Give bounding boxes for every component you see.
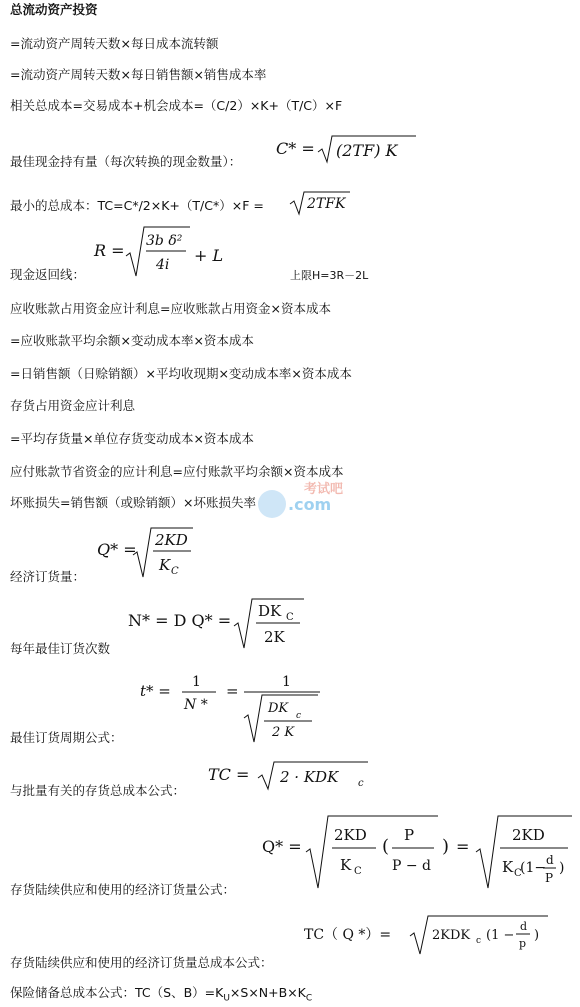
fraction-denominator: K: [502, 858, 514, 876]
watermark-top: 考试吧: [304, 482, 344, 497]
formula-order-cycle: [140, 672, 340, 746]
fraction-denominator: P: [545, 871, 554, 885]
fraction-denominator: K: [159, 556, 171, 574]
formula-tail: (1 −: [486, 928, 515, 943]
formula-lhs: t* =: [140, 682, 171, 700]
formula-lhs: N* = D Q* =: [128, 611, 232, 630]
formula-tc-continuous: [304, 912, 564, 958]
fraction-numerator: DK: [258, 602, 282, 620]
formula-tail: + L: [194, 246, 224, 265]
fraction-denominator: p: [519, 937, 527, 950]
radical-sign: [410, 916, 548, 954]
formula-line: 最佳订货周期公式：: [10, 730, 123, 745]
formula-radicand: 2 · KDK: [280, 768, 339, 786]
watermark-logo: [258, 478, 358, 524]
paren-close: ): [559, 860, 565, 876]
fraction-denominator: N *: [184, 697, 208, 713]
formula-line: 保险储备总成本公式：TC（S、$B)=K_U\times S\times N+B\times K_C$: [10, 985, 313, 1004]
formula-radicand: 2TFK: [307, 196, 346, 212]
formula-line: 现金返回线：: [10, 267, 86, 282]
formula-line: 存货陆续供应和使用的经济订货量总成本公式：: [10, 955, 273, 970]
formula-radicand: 2KDK: [432, 928, 471, 943]
formula-line: 存货占用资金应计利息: [10, 398, 136, 413]
subscript: c: [358, 778, 364, 789]
fraction-numerator: d: [546, 853, 554, 867]
formula-eoq-continuous: [262, 812, 574, 892]
fraction-numerator: 2KD: [155, 531, 188, 549]
fraction-denominator: P − d: [392, 858, 432, 874]
paren-open: (: [382, 836, 390, 857]
formula-line: 最小的总成本：TC=C*/2×K+（T/C*）×F =: [10, 198, 264, 213]
formula-return-line: [94, 224, 244, 280]
paren-close: ): [442, 836, 450, 857]
formula-line: 存货陆续供应和使用的经济订货量公式：: [10, 882, 236, 897]
formula-line: =日销售额（日赊销额）×平均收现期×变动成本率×资本成本: [10, 366, 352, 381]
formula-line: 最佳现金持有量（每次转换的现金数量）：: [10, 154, 242, 169]
formula-line: 与批量有关的存货总成本公式：: [10, 783, 186, 798]
formula-order-count: [128, 596, 318, 652]
formula-eoq: [97, 525, 217, 581]
formula-line: 相关总成本=交易成本+机会成本=（C/2）×K+（T/C）×F: [10, 98, 343, 113]
formula-lhs: TC（ Q *）=: [304, 927, 392, 943]
formula-line: =流动资产周转天数×每日成本流转额: [10, 36, 219, 51]
formula-line: =应收账款平均余额×变动成本率×资本成本: [10, 333, 254, 348]
fraction-numerator: 2KD: [512, 826, 545, 844]
fraction-numerator: 2KD: [334, 826, 367, 844]
formula-line: 每年最佳订货次数: [10, 641, 111, 656]
formula-lhs: R =: [94, 241, 125, 260]
subscript: c: [296, 711, 302, 721]
fraction-denominator: (1−: [520, 860, 547, 876]
globe-icon: [258, 490, 286, 518]
formula-eq: =: [456, 837, 470, 856]
formula-line: 应收账款占用资金应计利息=应收账款占用资金×资本成本: [10, 301, 331, 316]
fraction-denominator: 2K: [264, 628, 285, 646]
fraction-denominator: K: [340, 856, 352, 874]
formula-batch-cost: [208, 760, 378, 792]
formula-tc-min: [290, 190, 360, 216]
formula-line: =平均存货量×单位存货变动成本×资本成本: [10, 431, 254, 446]
fraction-denominator: 2 K: [272, 725, 295, 740]
fraction-numerator: DK: [268, 701, 289, 716]
radical-sign: [306, 816, 438, 888]
fraction-denominator: 4i: [156, 257, 170, 273]
formula-line: 坏账损失=销售额（或赊销额）×坏账损失率: [10, 495, 256, 510]
formula-lhs: TC =: [208, 765, 250, 784]
formula-radicand: (2TF) K: [336, 141, 398, 160]
fraction-numerator: d: [520, 920, 528, 933]
formula-eq: =: [226, 682, 239, 700]
paren-close: ): [534, 928, 540, 943]
formula-lhs: Q* =: [262, 837, 302, 856]
subscript: C: [514, 868, 522, 879]
subscript: C: [286, 612, 294, 623]
fraction-numerator: P: [404, 826, 415, 844]
formula-lhs: C* =: [276, 139, 315, 158]
formula-line: 经济订货量：: [10, 569, 86, 584]
fraction-numerator: 3b δ²: [146, 233, 183, 249]
subscript: C: [171, 566, 179, 577]
formula-line: 应付账款节省资金的应计利息=应付账款平均余额×资本成本: [10, 464, 344, 479]
formula-cstar: [276, 134, 426, 166]
subscript: c: [476, 936, 482, 946]
fraction-numerator: 1: [192, 674, 201, 690]
fraction-numerator: 1: [282, 674, 291, 690]
watermark-bottom: .com: [288, 495, 332, 514]
formula-lhs: Q* =: [97, 540, 137, 559]
formula-line: 上限H=3R－2L: [290, 269, 369, 282]
subscript: C: [354, 866, 362, 877]
formula-line: =流动资产周转天数×每日销售额×销售成本率: [10, 67, 267, 82]
page-title: 总流动资产投资: [10, 2, 98, 17]
